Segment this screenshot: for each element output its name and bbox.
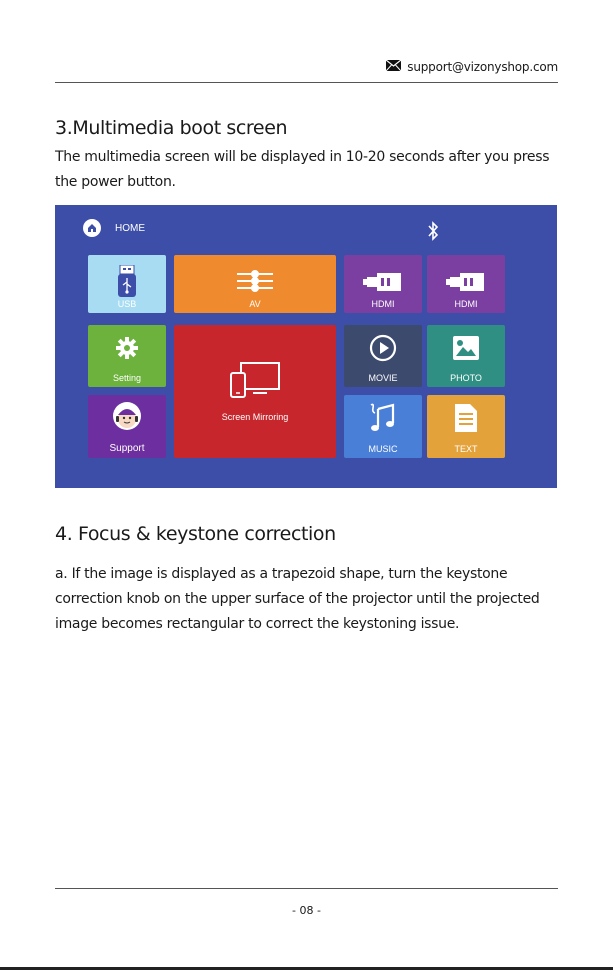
support-label: Support bbox=[109, 443, 145, 454]
av-cables-icon bbox=[237, 269, 273, 300]
hdmi-label-1: HDMI bbox=[371, 299, 395, 309]
av-label: AV bbox=[249, 299, 261, 309]
av-tile[interactable] bbox=[174, 255, 336, 313]
section3-heading: 3.Multimedia boot screen bbox=[55, 117, 288, 139]
section3-body: The multimedia screen will be displayed in 10-20 seconds after you press the power button. bbox=[55, 149, 550, 190]
section4-body: a. If the image is displayed as a trapezoid shape, turn the keystone correction knob on the upper surface of the projector until the projected image becomes rectangular to correct the keystoning issue. bbox=[55, 566, 540, 632]
photo-tile[interactable] bbox=[427, 325, 505, 387]
usb-tile[interactable] bbox=[88, 255, 166, 313]
play-icon bbox=[369, 334, 397, 367]
hdmi-icon bbox=[446, 271, 486, 298]
screen-mirroring-label: Screen Mirroring bbox=[221, 412, 289, 422]
hdmi-tile-2[interactable] bbox=[427, 255, 505, 313]
multimedia-screen bbox=[55, 205, 557, 488]
gear-icon bbox=[116, 337, 138, 364]
header-divider bbox=[55, 82, 558, 83]
screen-mirroring-icon bbox=[229, 361, 281, 404]
text-label: TEXT bbox=[454, 444, 478, 454]
music-label: MUSIC bbox=[368, 444, 398, 454]
movie-label: MOVIE bbox=[368, 373, 398, 383]
email-text: support@vizonyshop.com bbox=[407, 60, 558, 74]
setting-label: Setting bbox=[112, 373, 142, 383]
hdmi-tile-1[interactable] bbox=[344, 255, 422, 313]
document-icon bbox=[455, 404, 477, 437]
envelope-icon bbox=[386, 60, 401, 74]
photo-icon bbox=[453, 336, 479, 365]
home-bar[interactable] bbox=[83, 219, 145, 237]
home-icon bbox=[83, 219, 101, 237]
setting-tile[interactable] bbox=[88, 325, 166, 387]
usb-label: USB bbox=[117, 299, 137, 309]
support-tile[interactable] bbox=[88, 395, 166, 458]
header-email bbox=[386, 60, 558, 74]
photo-label: PHOTO bbox=[450, 373, 482, 383]
bluetooth-icon bbox=[427, 221, 439, 246]
screen-mirroring-tile[interactable] bbox=[174, 325, 336, 458]
movie-tile[interactable] bbox=[344, 325, 422, 387]
section4-heading: 4. Focus & keystone correction bbox=[55, 523, 336, 545]
page-number: - 08 - bbox=[292, 904, 321, 917]
text-tile[interactable] bbox=[427, 395, 505, 458]
home-label: HOME bbox=[115, 222, 145, 234]
support-agent-icon bbox=[110, 401, 144, 438]
hdmi-icon bbox=[363, 271, 403, 298]
hdmi-label-2: HDMI bbox=[454, 299, 478, 309]
usb-icon bbox=[116, 265, 138, 304]
music-icon bbox=[369, 403, 397, 438]
music-tile[interactable] bbox=[344, 395, 422, 458]
footer-divider bbox=[55, 888, 558, 889]
